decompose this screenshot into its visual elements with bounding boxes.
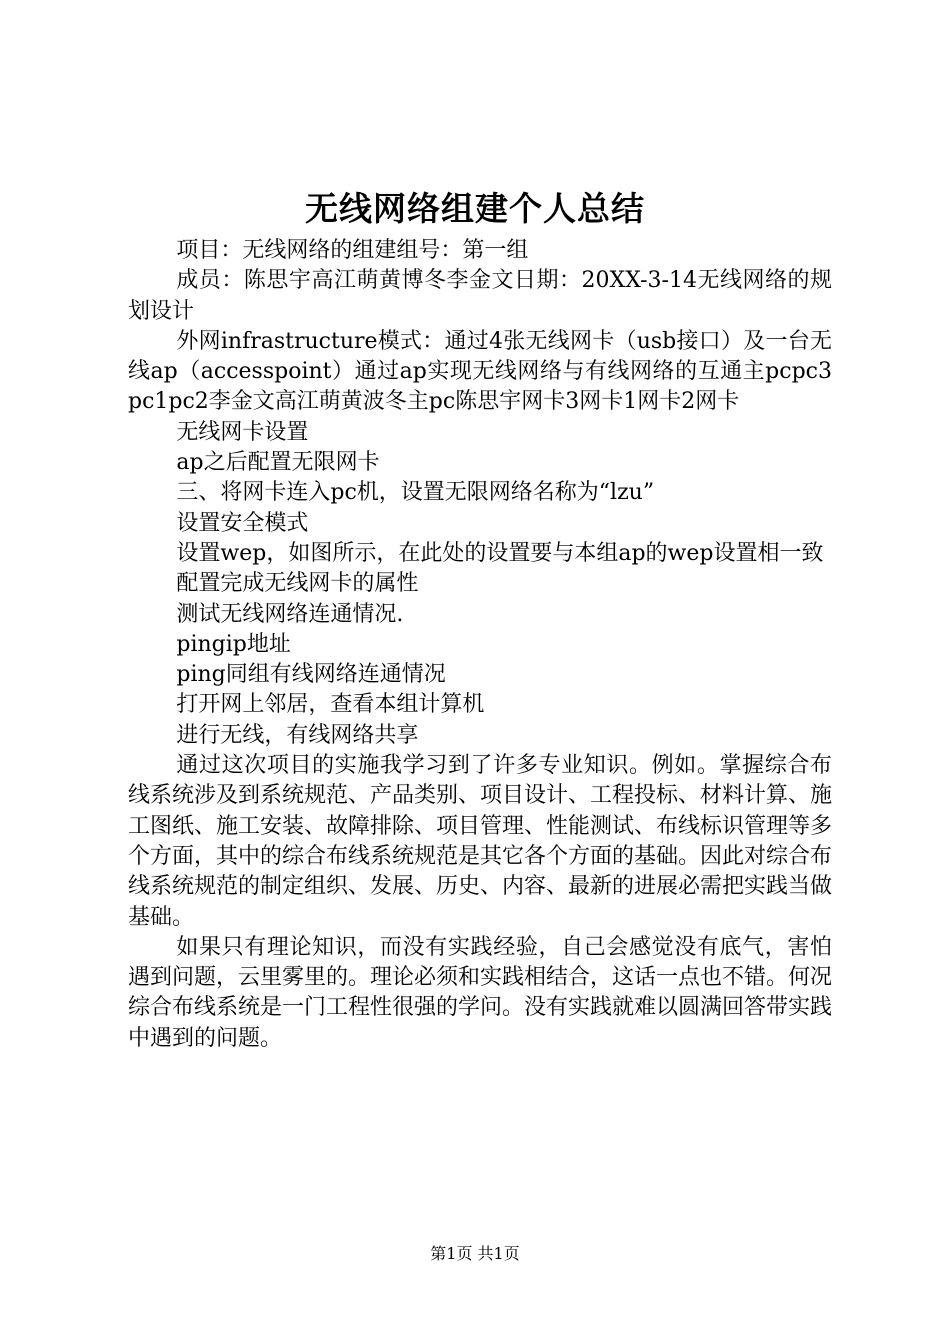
paragraph-sharing: 进行无线，有线网络共享 xyxy=(176,722,419,748)
paragraph-project: 项目：无线网络的组建组号：第一组 xyxy=(176,238,529,263)
page-footer: 第1页 共1页 xyxy=(430,1244,520,1263)
paragraph-security-mode: 设置安全模式 xyxy=(176,510,309,536)
paragraph-test-wireless: 测试无线网络连通情况. xyxy=(176,601,404,627)
document-title: 无线网络组建个人总结 xyxy=(305,189,645,228)
paragraph-ap-config: ap之后配置无限网卡 xyxy=(176,450,380,476)
paragraph-theory-practice: 如果只有理论知识，而没有实践经验，自己会感觉没有底气，害怕遇到问题，云里雾里的。理论必须和实践相结合，这话一点也不错。何况综合布线系统是一门工程性很强的学问。没有实践就难以圆满回答带实践中遇到的问题。 xyxy=(128,934,833,1051)
paragraph-nic-properties: 配置完成无线网卡的属性 xyxy=(176,571,419,597)
paragraph-ping-ip: pingip地址 xyxy=(176,631,291,657)
paragraph-infrastructure: 外网infrastructure模式：通过4张无线网卡（usb接口）及一台无线ap（accesspoint）通过ap实现无线网络与有线网络的互通主pcpc3pc1pc2李金文高江萌黄波冬主pc陈思宇网卡3网卡1网卡2网卡 xyxy=(128,328,832,415)
paragraph-connect-pc: 三、将网卡连入pc机，设置无限网络名称为“lzu” xyxy=(176,480,655,506)
paragraph-nic-setup: 无线网卡设置 xyxy=(176,419,309,445)
paragraph-network-neighborhood: 打开网上邻居，查看本组计算机 xyxy=(176,692,485,718)
paragraph-learning: 通过这次项目的实施我学习到了许多专业知识。例如。掌握综合布线系统涉及到系统规范、产品类别、项目设计、工程投标、材料计算、施工图纸、施工安装、故障排除、项目管理、性能测试、布线标识管理等多个方面，其中的综合布线系统规范是其它各个方面的基础。因此对综合布线系统规范的制定组织、发展、历史、内容、最新的进展必需把实践当做基础。 xyxy=(128,753,833,930)
paragraph-wep: 设置wep，如图所示，在此处的设置要与本组ap的wep设置相一致 xyxy=(176,540,824,566)
paragraph-ping-wired: ping同组有线网络连通情况 xyxy=(176,662,446,688)
document-body xyxy=(128,236,832,1054)
paragraph-members: 成员：陈思宇高江萌黄博冬李金文日期：20XX-3-14无线网络的规划设计 xyxy=(128,268,832,324)
